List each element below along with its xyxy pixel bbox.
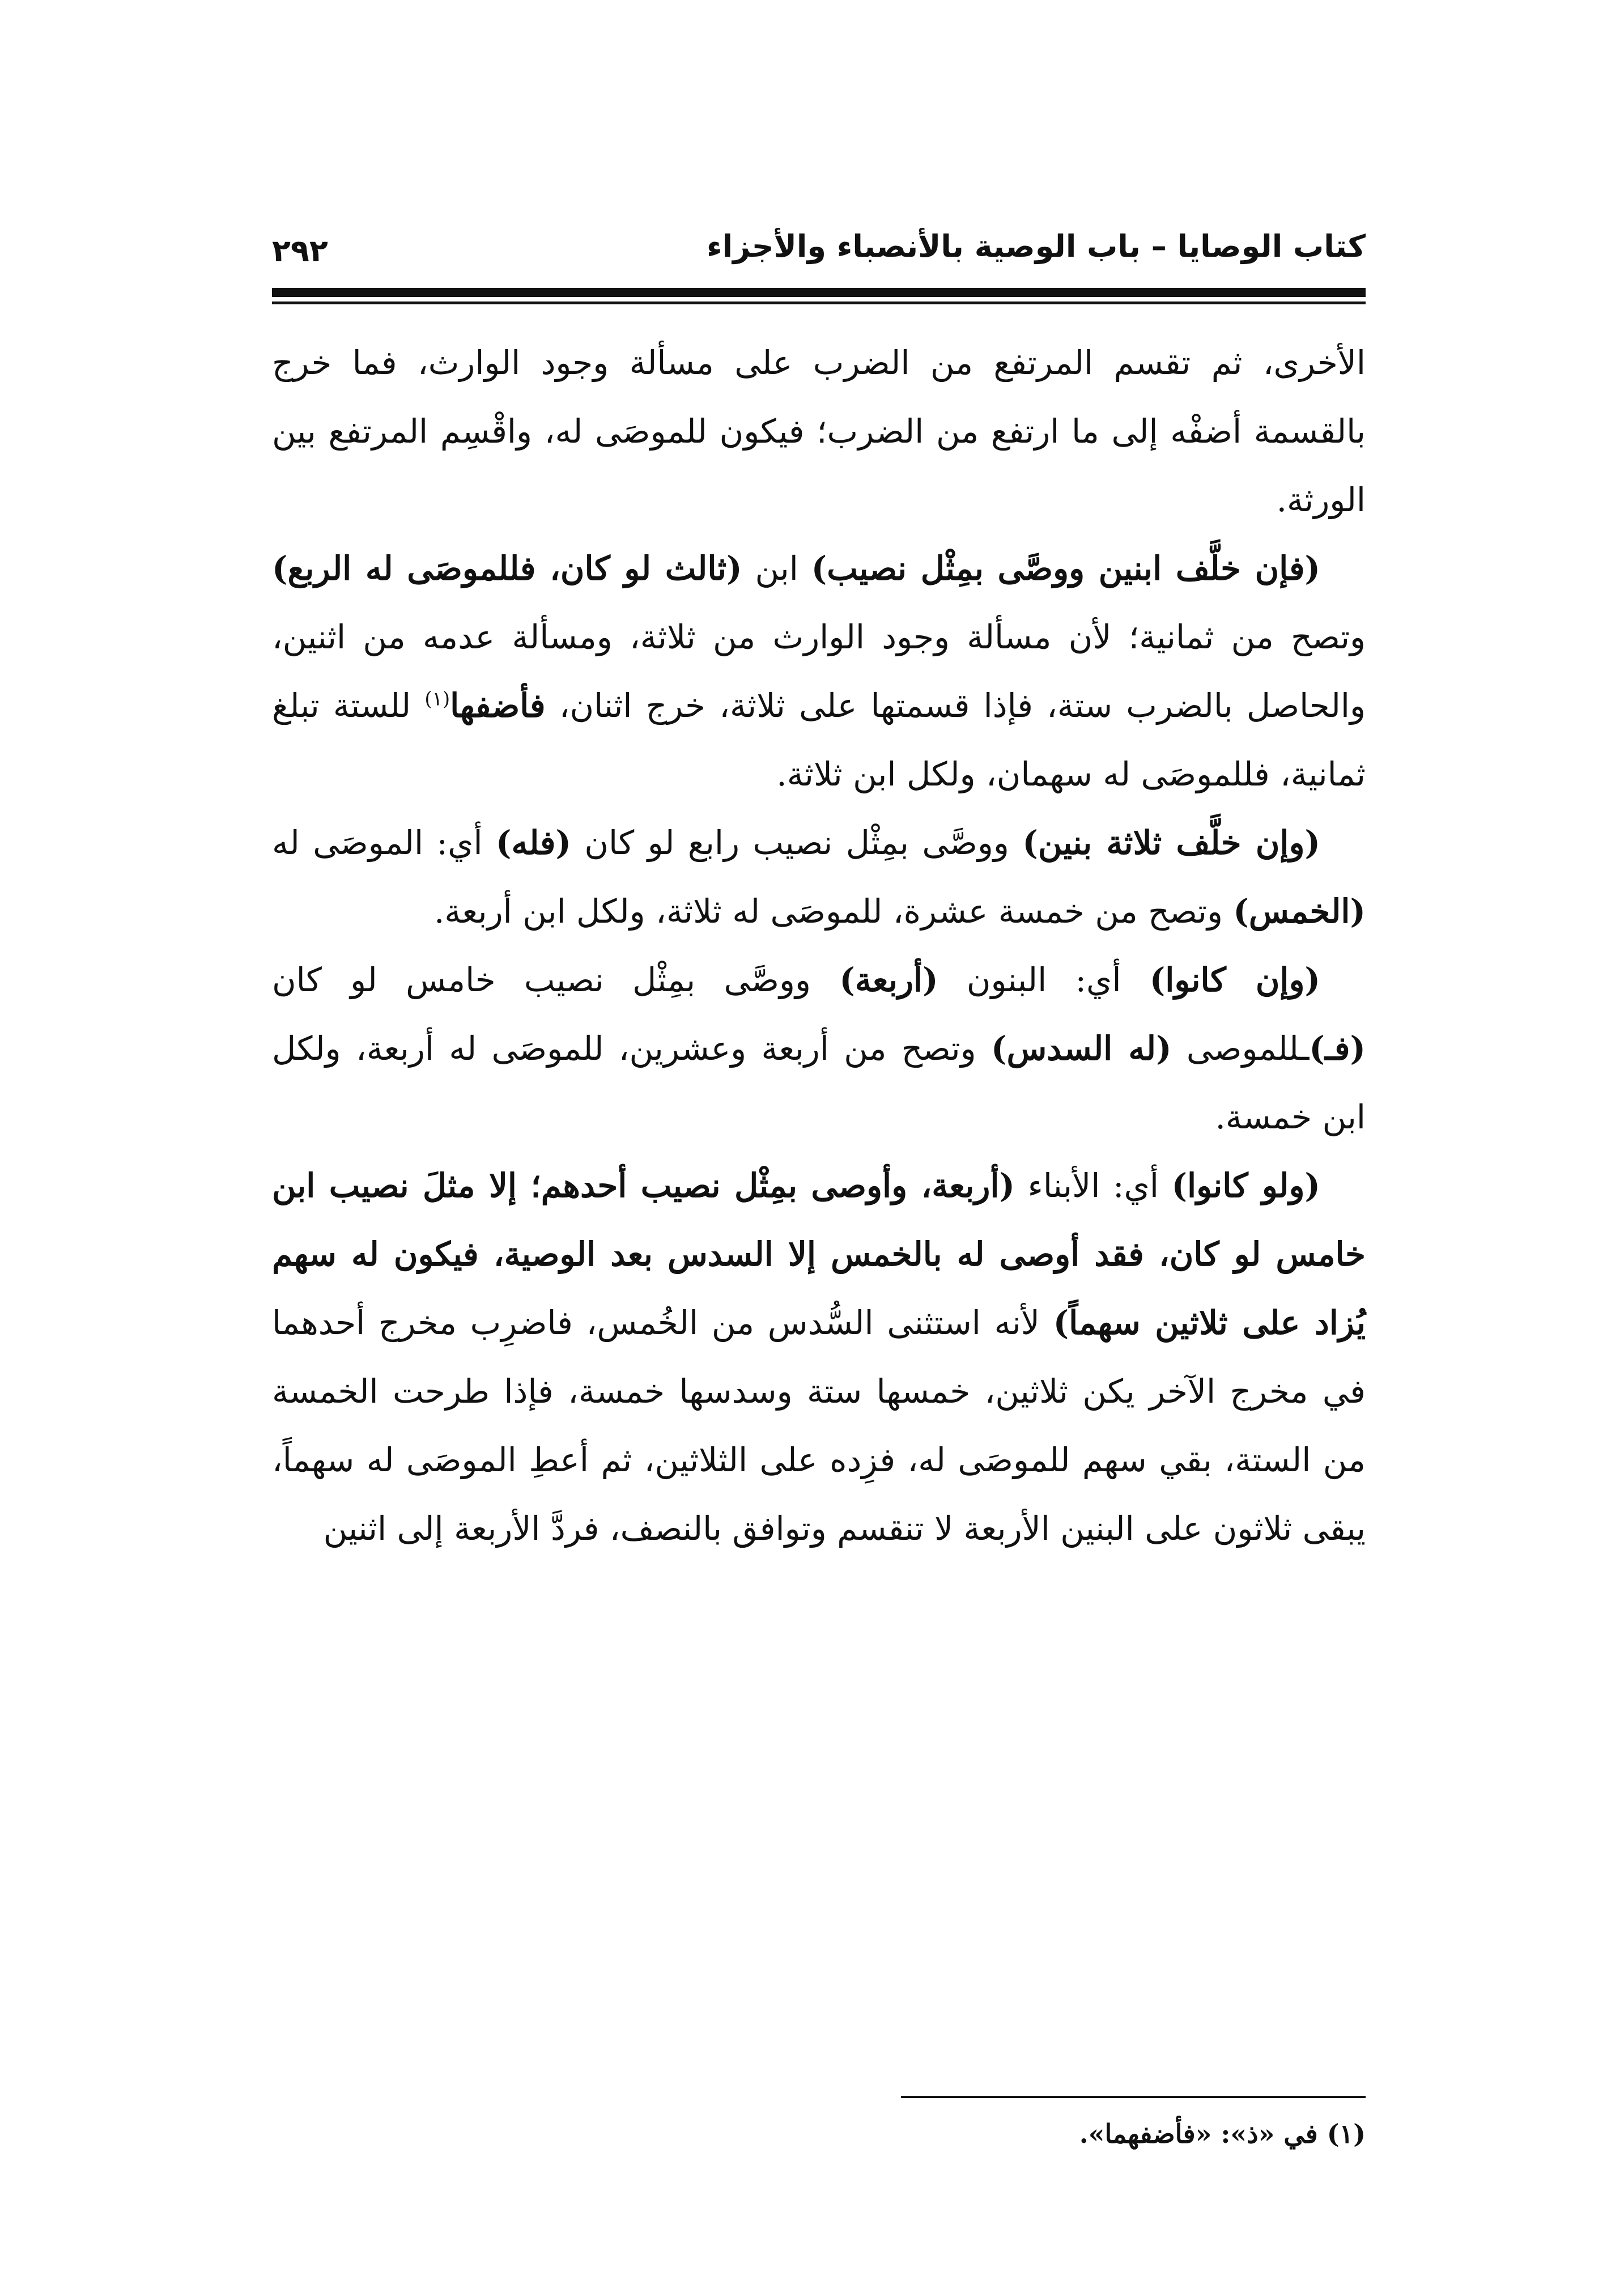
sharh-text: وتصح من خمسة عشرة، للموصَى له ثلاثة، ولكل ابن أربعة. — [433, 892, 1234, 931]
sharh-text: الأخرى، ثم تقسم المرتفع من الضرب على مسألة وجود الوارث، فما خرج بالقسمة أضفْه إلى ما ارتفع من الضرب؛ فيكون للموصَى له، واقْسِم المرتفع بين الورثة. — [272, 343, 1366, 519]
footnote-1: (١) في «ذ»: «فأضفهما». — [1079, 2118, 1366, 2149]
sharh-text: لأنه استثنى السُّدس من الخُمس، فاضرِب مخرج أحدهما في مخرج الآخر يكن ثلاثين، خمسها ستة وسدسها خمسة، فإذا طرحت الخمسة من الستة، بقي سهم للموصَى له، فزِده على الثلاثين، ثم أعطِ الموصَى له سهماً، يبقى ثلاثون على البنين الأربعة لا تنقسم وتوافق بالنصف، فردَّ الأربعة إلى اثنين — [272, 1303, 1366, 1548]
matn-text: (فإن خلَّف ابنين ووصَّى بمِثْل نصيب) — [811, 549, 1321, 588]
matn-text: (ولو كانوا) — [1171, 1166, 1320, 1205]
sharh-text: أي: البنون — [938, 961, 1150, 999]
paragraph — [272, 946, 1366, 1152]
sharh-text: للستة تبلغ ثمانية، فللموصَى له سهمان، ولكل ابن ثلاثة. — [272, 686, 1366, 793]
paragraph — [272, 329, 1366, 534]
matn-text: (وإن كانوا) — [1149, 961, 1320, 999]
footnote-reference: (١) — [424, 687, 450, 711]
matn-text: (الخمس) — [1233, 892, 1366, 931]
matn-text: فأضفها — [450, 686, 546, 725]
page-number: ٢٩٢ — [272, 233, 328, 269]
matn-text: (ثالث لو كان، فللموصَى له الربع) — [272, 549, 742, 588]
paragraph — [272, 809, 1366, 946]
running-title: كتاب الوصايا – باب الوصية بالأنصباء والأجزاء — [707, 228, 1366, 264]
footnote-separator — [901, 2096, 1366, 2098]
matn-text: (وإن خلَّف ثلاثة بنين) — [1022, 823, 1320, 862]
sharh-text: ووصَّى بمِثْل نصيب رابع لو كان — [571, 823, 1023, 862]
sharh-text: أي: الأبناء — [1015, 1166, 1172, 1205]
sharh-text: ابن — [742, 549, 811, 588]
matn-text: (أربعة، وأوصى بمِثْل نصيب أحدهم؛ إلا مثلَ نصيب ابن خامس لو كان، فقد أوصى له بالخمس إلا السدس بعد الوصية، فيكون له سهم يُزاد على ثلاثين سهماً) — [272, 1166, 1366, 1342]
body-text — [272, 329, 1366, 1563]
matn-text: (له السدس) — [991, 1029, 1172, 1068]
page-header — [272, 215, 1366, 278]
sharh-text: أي: الموصَى له — [272, 823, 496, 862]
header-rule-thick — [272, 288, 1366, 297]
paragraph — [272, 1152, 1366, 1563]
sharh-text: ووصَّى بمِثْل نصيب خامس لو كان — [272, 961, 840, 999]
matn-text: (أربعة) — [839, 961, 938, 999]
paragraph — [272, 534, 1366, 809]
book-page — [272, 215, 1366, 2149]
sharh-text: ـللموصى — [1171, 1029, 1310, 1068]
matn-text: (فـ) — [1309, 1029, 1366, 1068]
header-rule-thin — [272, 302, 1366, 304]
matn-text: (فله) — [496, 823, 571, 862]
sharh-text: وتصح من ثمانية؛ لأن مسألة وجود الوارث من ثلاثة، ومسألة عدمه من اثنين، والحاصل بالضرب ستة، فإذا قسمتها على ثلاثة، خرج اثنان، — [272, 618, 1366, 725]
sharh-text: وتصح من أربعة وعشرين، للموصَى له أربعة، ولكل ابن خمسة. — [272, 1029, 1366, 1136]
